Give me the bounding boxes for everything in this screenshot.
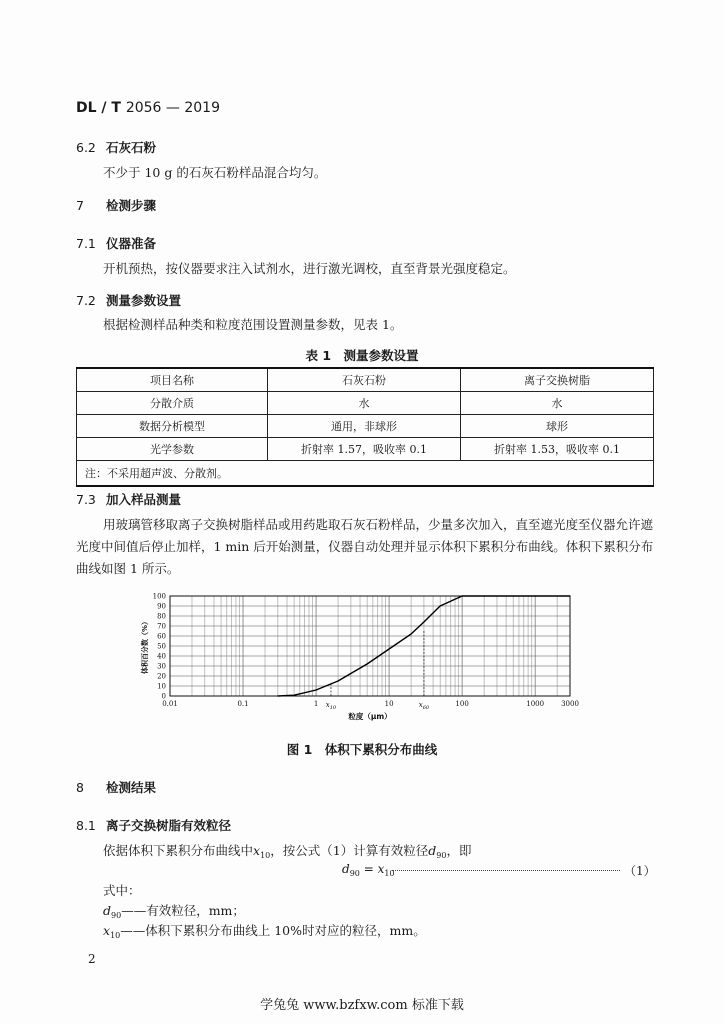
table-header-cell: 项目名称 [77, 368, 268, 392]
section-heading: 7.3 加入样品测量 [76, 492, 182, 507]
data-point [423, 621, 424, 622]
data-point [337, 680, 338, 681]
table-cell: 水 [461, 392, 654, 415]
table-row [77, 438, 654, 461]
definition: $d_{90}——$有效粒径，mm； [103, 903, 245, 920]
y-axis-label: 体积百分数（%） [141, 617, 149, 675]
table-cell: 折射率 1.53，吸收率 0.1 [461, 438, 654, 461]
table-caption: 表 1 测量参数设置 [305, 348, 419, 363]
table-header-cell: 离子交换树脂 [461, 368, 654, 392]
data-point [277, 695, 278, 696]
formula: $d_{90} = x_{10}$ [342, 862, 395, 878]
formula-intro: 依据体积下累积分布曲线中$x_{10}$，按公式（1）计算有效粒径$d_{90}$，即 [103, 843, 472, 860]
data-point [513, 595, 514, 596]
parameter-table [76, 367, 654, 487]
data-point [410, 633, 411, 634]
cumulative-distribution-chart [130, 588, 600, 728]
y-tick-label: 20 [157, 672, 166, 681]
y-tick-label: 10 [157, 682, 166, 691]
data-point [440, 605, 441, 606]
formula-number: （1） [624, 864, 656, 878]
data-point [293, 695, 294, 696]
x-tick-label: 3000 [561, 700, 579, 708]
section-body: 用玻璃管移取离子交换树脂样品或用药匙取石灰石粉样品，少量多次加入，直至遮光度至仪器允许遮光度中间值后停止加样，1 min 后开始测量，仪器自动处理并显示体积下累积分布曲线。体积下累积分布曲线如图 1 所示。 [76, 517, 654, 576]
table-cell: 数据分析模型 [77, 415, 268, 438]
x-tick-label: 0.01 [162, 700, 178, 708]
section-heading: 7.2 测量参数设置 [76, 293, 182, 308]
table-cell: 分散介质 [77, 392, 268, 415]
y-tick-label: 40 [157, 652, 166, 661]
data-point [462, 595, 463, 596]
section-body: 开机预热，按仪器要求注入试剂水，进行激光调校，直至背景光强度稳定。 [103, 261, 516, 276]
x-axis-label: 粒度（μm） [348, 712, 392, 721]
section-body: 不少于 10 g 的石灰石粉样品混合均匀。 [103, 165, 327, 180]
section-body: 根据检测样品种类和粒度范围设置测量参数，见表 1。 [103, 317, 403, 332]
y-tick-label: 0 [161, 692, 166, 701]
data-point [367, 663, 368, 664]
y-tick-label: 90 [157, 602, 166, 611]
marker-label: $x_{10}$ [325, 701, 337, 711]
table-note-row [77, 461, 654, 487]
figure-caption: 图 1 体积下累积分布曲线 [286, 742, 438, 757]
table-note: 注：不采用超声波、分散剂。 [77, 461, 654, 487]
y-tick-label: 30 [157, 662, 166, 671]
x-tick-label: 0.1 [237, 700, 249, 708]
section-heading: 7.1 仪器准备 [76, 236, 157, 251]
formula-leader [392, 870, 620, 871]
y-tick-label: 70 [157, 622, 166, 631]
y-tick-label: 100 [152, 592, 166, 601]
table-cell: 通用，非球形 [268, 415, 461, 438]
x-tick-label: 1000 [526, 700, 545, 708]
section-heading: 8 检测结果 [76, 780, 157, 795]
data-point [388, 648, 389, 649]
y-tick-label: 50 [157, 642, 166, 651]
table-cell: 球形 [461, 415, 654, 438]
table-header-row [77, 368, 654, 392]
table-header-cell: 石灰石粉 [268, 368, 461, 392]
data-point [535, 595, 536, 596]
where-label: 式中： [103, 883, 141, 898]
x-tick-label: 1 [313, 700, 319, 708]
data-point [484, 595, 485, 596]
table-cell: 水 [268, 392, 461, 415]
y-tick-label: 60 [157, 632, 166, 641]
table-cell: 折射率 1.57，吸收率 0.1 [268, 438, 461, 461]
standard-number: DL / T 2056 — 2019 [76, 100, 220, 116]
marker-label: $x_{60}$ [418, 701, 430, 711]
y-tick-label: 80 [157, 612, 166, 621]
table-cell: 光学参数 [77, 438, 268, 461]
watermark-footer: 学兔兔 www.bzfxw.com 标准下载 [260, 998, 464, 1013]
section-heading: 6.2 石灰石粉 [76, 140, 157, 155]
x-tick-label: 100 [455, 700, 469, 708]
section-heading: 8.1 离子交换树脂有效粒径 [76, 818, 232, 833]
section-heading: 7 检测步骤 [76, 198, 157, 213]
table-row [77, 415, 654, 438]
table-row [77, 392, 654, 415]
data-point [569, 595, 570, 596]
x-tick-label: 10 [384, 700, 394, 708]
definition: $x_{10}——$体积下累积分布曲线上 10%时对应的粒径，mm。 [103, 923, 426, 940]
page-number: 2 [88, 952, 96, 966]
data-point [315, 689, 316, 690]
